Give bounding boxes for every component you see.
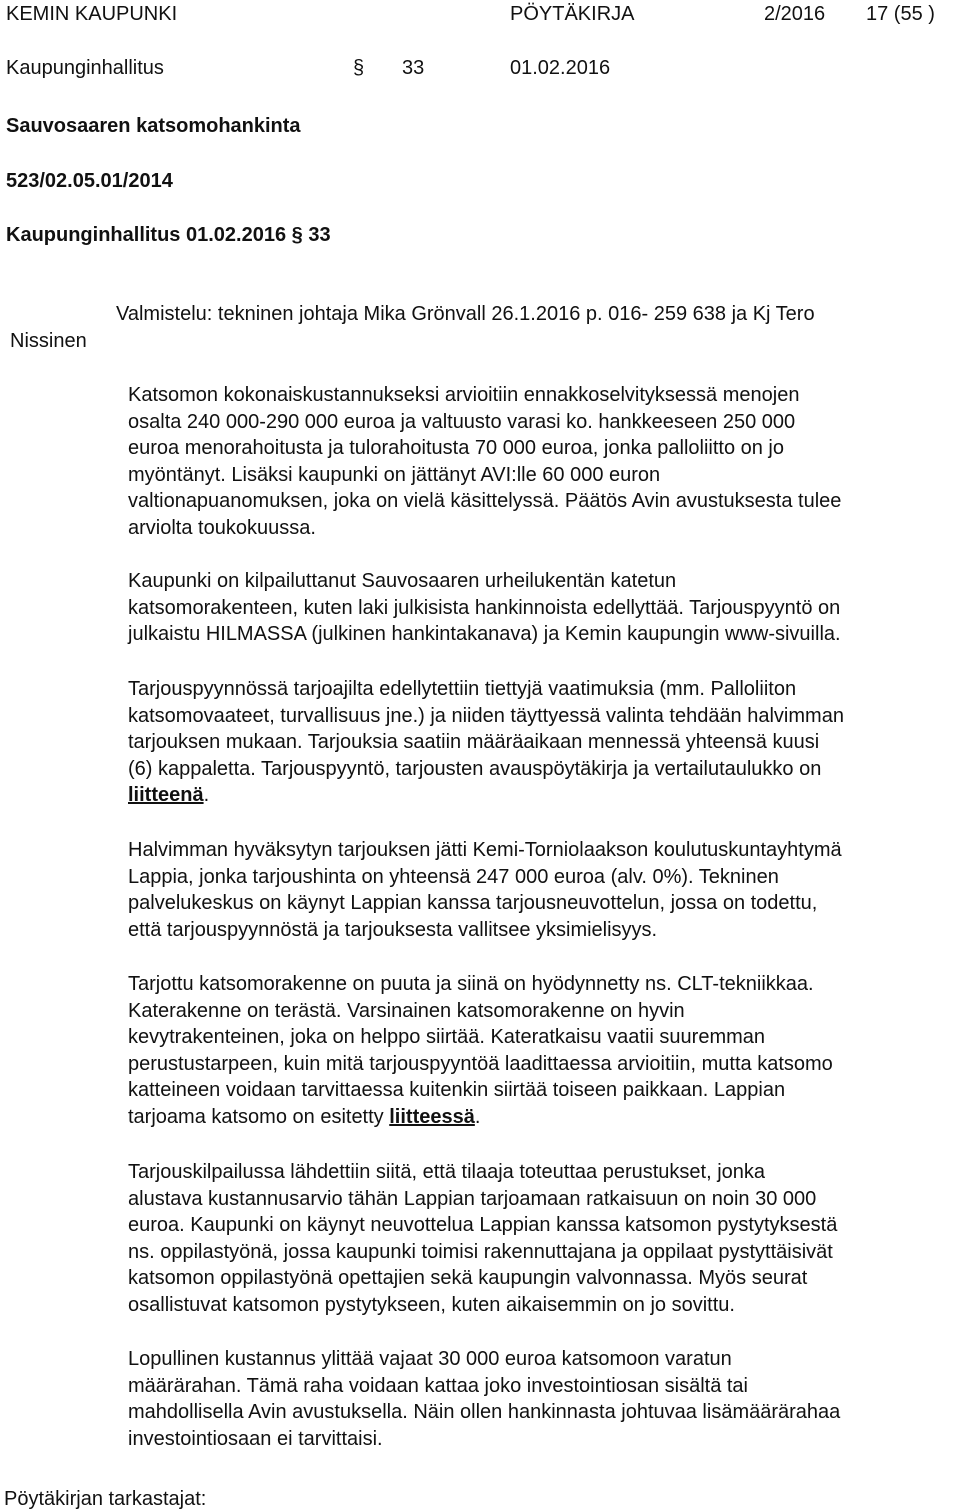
paragraph-line: palvelukeskus on käynyt Lappian kanssa tarjousneuvottelun, jossa on todettu, <box>128 892 818 914</box>
paragraph-line: tarjouksen mukaan. Tarjouksia saatiin määräaikaan mennessä yhteensä kuusi <box>128 731 820 753</box>
paragraph-line: Kaupunki on kilpailuttanut Sauvosaaren urheilukentän katetun <box>128 570 677 592</box>
document-type: PÖYTÄKIRJA <box>510 3 635 25</box>
paragraph-line: euroa menorahoitusta ja tulorahoitusta 70 000 euroa, jonka palloliitto on jo <box>128 437 784 459</box>
paragraph-line: perustustarpeen, kuin mitä tarjouspyyntöä laadittaessa arvioitiin, mutta katsomo <box>128 1052 833 1075</box>
paragraph-foundations <box>128 1159 960 1318</box>
paragraph-line <box>128 782 960 809</box>
reviewers-label: Pöytäkirjan tarkastajat: <box>4 1488 207 1510</box>
paragraph-cost-estimate <box>128 382 960 541</box>
page-title: Sauvosaaren katsomohankinta <box>6 115 301 137</box>
document-number: 2/2016 <box>764 3 826 25</box>
city-name: KEMIN KAUPUNKI <box>6 3 178 25</box>
paragraph-lowest-bid <box>128 837 960 943</box>
paragraph-line: että tarjouspyynnöstä ja tarjouksesta vallitsee yksimielisyys. <box>128 918 658 941</box>
paragraph-line: (6) kappaletta. Tarjouspyyntö, tarjousten avauspöytäkirja ja vertailutaulukko on <box>128 757 822 780</box>
paragraph-line: katsomovaateet, turvallisuus jne.) ja niiden täyttyessä valinta tehdään halvimman <box>128 704 844 727</box>
page-number: 17 (55 ) <box>866 3 935 25</box>
attachment-link[interactable]: liitteessä <box>389 1105 475 1128</box>
paragraph-requirements <box>128 676 960 809</box>
paragraph-line: mahdollisella Avin avustuksella. Näin ollen hankinnasta johtuvaa lisämäärärahaa <box>128 1401 841 1423</box>
paragraph-line: alustava kustannusarvio tähän Lappian tarjoamaan ratkaisuun on noin 30 000 <box>128 1187 817 1210</box>
paragraph-final-cost <box>128 1346 960 1452</box>
paragraph-line: määrärahan. Tämä raha voidaan kattaa joko investointiosan sisältä tai <box>128 1374 748 1397</box>
paragraph-line: valtionapuanomuksen, joka on vielä käsittelyssä. Päätös Avin avustuksesta tulee <box>128 490 842 512</box>
preparation-line-1: Valmistelu: tekninen johtaja Mika Grönvall 26.1.2016 p. 016- 259 638 ja Kj Tero <box>116 303 815 325</box>
meeting-reference: Kaupunginhallitus 01.02.2016 § 33 <box>6 224 331 246</box>
paragraph-line: julkaistu HILMASSA (julkinen hankintakanava) ja Kemin kaupungin www-sivuilla. <box>128 623 841 645</box>
paragraph-tendering <box>128 568 960 648</box>
paragraph-line: ns. oppilastyönä, jossa kaupunki toimisi rakennuttajana ja oppilaat pystyttäisivät <box>128 1240 833 1263</box>
paragraph-line <box>128 1104 960 1131</box>
paragraph-line: osallistuvat katsomon pystytykseen, kuten aikaisemmin on jo sovittu. <box>128 1293 735 1316</box>
section-mark: § <box>353 57 365 79</box>
section-number: 33 <box>402 57 425 79</box>
paragraph-line: Tarjouspyynnössä tarjoajilta edellytettiin tiettyjä vaatimuksia (mm. Palloliiton <box>128 678 797 700</box>
paragraph-line: Katerakenne on terästä. Varsinainen katsomorakenne on hyvin <box>128 999 685 1022</box>
paragraph-line: katsomon oppilastyönä opettajien sekä kaupungin valvonnassa. Myös seurat <box>128 1267 808 1289</box>
preparation-line-2: Nissinen <box>10 330 87 352</box>
paragraph-line: Lopullinen kustannus ylittää vajaat 30 000 euroa katsomoon varatun <box>128 1348 732 1370</box>
meeting-date: 01.02.2016 <box>510 57 611 79</box>
paragraph-line: Lappia, jonka tarjoushinta on yhteensä 247 000 euroa (alv. 0%). Tekninen <box>128 865 779 888</box>
paragraph-line: kevytrakenteinen, joka on helppo siirtää. Kateratkaisu vaatii suuremman <box>128 1026 766 1048</box>
link-suffix: . <box>474 1105 481 1128</box>
attachment-link[interactable]: liitteenä <box>128 784 204 806</box>
paragraph-structure <box>128 971 960 1130</box>
governing-body: Kaupunginhallitus <box>6 57 164 79</box>
paragraph-line: katteineen voidaan tarvittaessa kuitenkin siirtää toiseen paikkaan. Lappian <box>128 1079 786 1101</box>
paragraph-line: Tarjouskilpailussa lähdettiin siitä, että tilaaja toteuttaa perustukset, jonka <box>128 1161 766 1183</box>
preparation-note <box>10 301 815 355</box>
paragraph-line: myöntänyt. Lisäksi kaupunki on jättänyt AVI:lle 60 000 euron <box>128 463 661 486</box>
paragraph-line: Halvimman hyväksytyn tarjouksen jätti Kemi-Torniolaakson koulutuskuntayhtymä <box>128 839 842 861</box>
record-id: 523/02.05.01/2014 <box>6 170 173 192</box>
paragraph-line: Katsomon kokonaiskustannukseksi arvioitiin ennakkoselvityksessä menojen <box>128 384 800 406</box>
paragraph-line: arviolta toukokuussa. <box>128 516 316 539</box>
link-suffix: . <box>203 784 210 806</box>
paragraph-line: osalta 240 000-290 000 euroa ja valtuusto varasi ko. hankkeeseen 250 000 <box>128 410 796 433</box>
paragraph-line: investointiosaan ei tarvittaisi. <box>128 1427 383 1450</box>
paragraph-line: euroa. Kaupunki on käynyt neuvottelua Lappian kanssa katsomon pystytyksestä <box>128 1214 838 1236</box>
paragraph-line: katsomorakenteen, kuten laki julkisista hankinnoista edellyttää. Tarjouspyyntö on <box>128 596 841 619</box>
paragraph-line: Tarjottu katsomorakenne on puuta ja siinä on hyödynnetty ns. CLT-tekniikkaa. <box>128 973 814 995</box>
line-prefix: tarjoama katsomo on esitetty <box>128 1105 390 1128</box>
